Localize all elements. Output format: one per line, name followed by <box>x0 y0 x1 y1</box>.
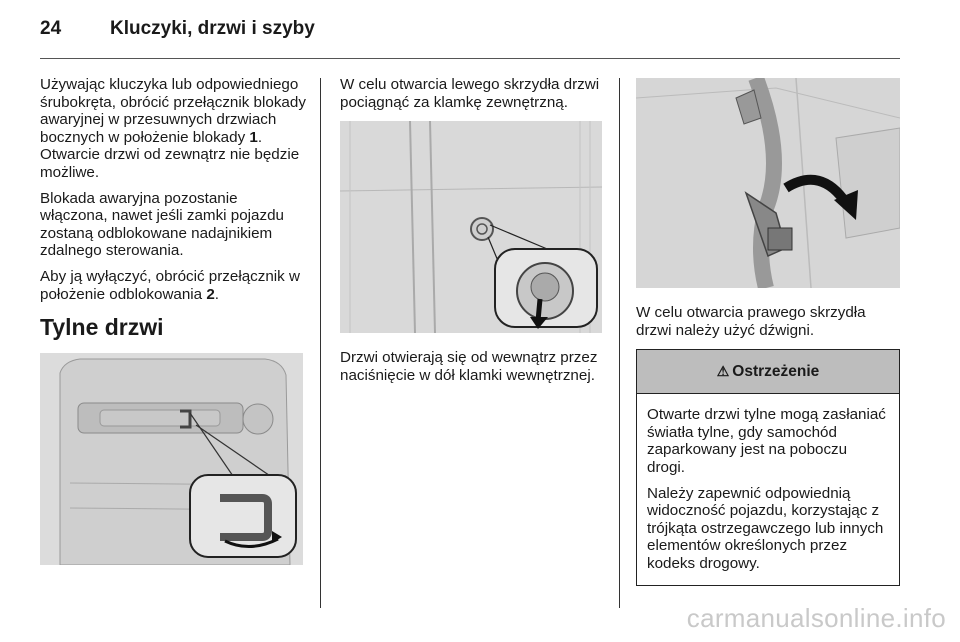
subheading-rear-doors: Tylne drzwi <box>40 314 164 341</box>
column-divider-2 <box>619 78 620 608</box>
paragraph-unlock: Aby ją wyłączyć, obrócić przełącznik w położenie odblokowania 2. <box>40 267 300 303</box>
column-1 <box>40 76 308 565</box>
paragraph-lock-switch: Używając kluczyka lub odpowiedniego śrubokręta, obrócić przełącznik blokady awaryjnej w przesuwnych drzwiach bocznych w położenie blokady 1. Otwarcie drzwi od zewnątrz nie będzie możliwe. <box>40 76 306 181</box>
header-rule <box>40 58 900 59</box>
page-number: 24 <box>40 18 62 39</box>
paragraph-lock-remains: Blokada awaryjna pozostanie włączona, nawet jeśli zamki pojazdu zostaną odblokowane nadajnikiem zdalnego sterowania. <box>40 189 284 260</box>
warning-box <box>636 349 900 585</box>
column-2 <box>340 76 605 392</box>
paragraph-inner-handle: Drzwi otwierają się od wewnątrz przez naciśnięcie w dół klamki wewnętrznej. <box>340 349 598 384</box>
page-header <box>40 18 315 48</box>
rear-door-handle-figure <box>40 353 303 565</box>
warning-header <box>637 350 899 394</box>
outer-handle-figure <box>340 121 602 333</box>
warning-paragraph-2: Należy zapewnić odpowiednią widoczność pojazdu, korzystając z trójkąta ostrzegawczego lub innych elementów określonych przez kodeks drogowy. <box>647 484 884 572</box>
section-title: Kluczyki, drzwi i szyby <box>110 18 315 39</box>
lever-figure <box>636 78 900 288</box>
warning-title: Ostrzeżenie <box>732 362 820 380</box>
watermark: carmanualsonline.info <box>686 603 946 633</box>
warning-body <box>637 394 899 584</box>
warning-triangle-icon: ⚠ <box>716 362 730 379</box>
column-3 <box>636 76 900 586</box>
paragraph-right-door: W celu otwarcia prawego skrzydła drzwi należy użyć dźwigni. <box>636 304 866 339</box>
warning-paragraph-1: Otwarte drzwi tylne mogą zasłaniać światła tylne, gdy samochód zaparkowany jest na poboczu drogi. <box>647 406 886 476</box>
column-divider-1 <box>320 78 321 608</box>
paragraph-left-door: W celu otwarcia lewego skrzydła drzwi pociągnąć za klamkę zewnętrzną. <box>340 76 600 111</box>
